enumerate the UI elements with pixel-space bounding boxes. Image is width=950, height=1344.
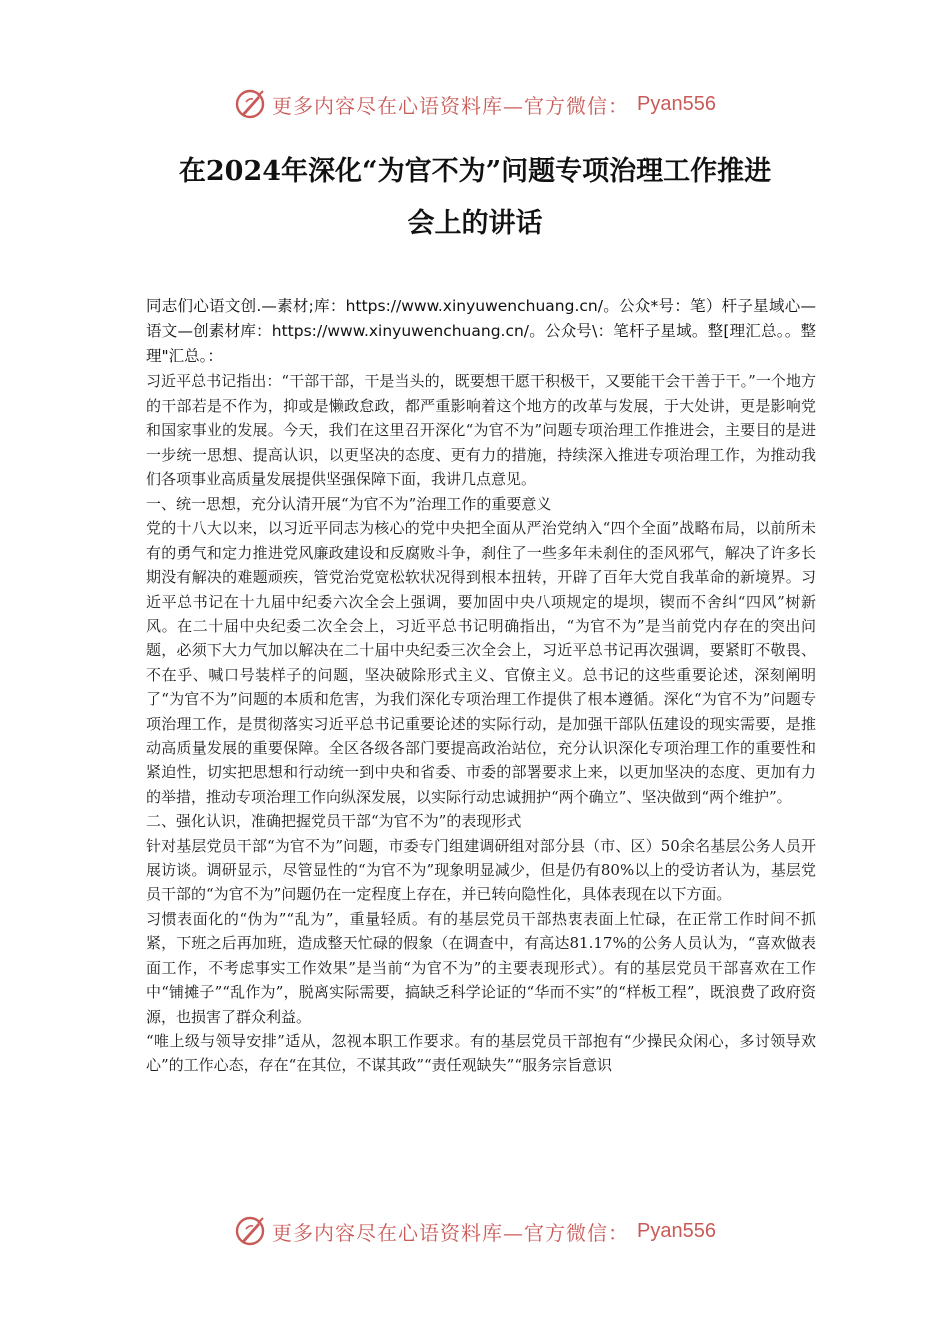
header-watermark-banner: [0, 84, 950, 124]
footer-watermark-banner: [0, 1211, 950, 1251]
source-note: 同志们心语文创.—素材;库：https://www.xinyuwenchuang.cn/。公众*号：笔）杆子星域心—语文—创素材库：https://www.xinyuwenchuang.cn/。公众号\：笔杆子星域。整[理汇总。。整理"汇总。：: [146, 297, 816, 365]
document-title: [120, 146, 830, 250]
paragraph: “唯上级与领导安排”适从，忽视本职工作要求。有的基层党员干部抱有“少操民众闲心，多讨领导欢心”的工作心态，存在“在其位，不谋其政”“责任观缺失”“服务宗旨意识: [146, 1031, 816, 1075]
document-body: [146, 294, 816, 1078]
banner-text: 更多内容尽在心语资料库—官方微信：: [272, 93, 630, 118]
paragraph: 党的十八大以来，以习近平同志为核心的党中央把全面从严治党纳入“四个全面”战略布局，以前所未有的勇气和定力推进党风廉政建设和反腐败斗争，刹住了一些多年未刹住的歪风邪气，解决了许多长期没有解决的难题顽疾，管党治党宽松软状况得到根本扭转，开辟了百年大党自我革命的新境界。习近平总书记在十九届中纪委六次全会上强调，要加固中央八项规定的堤坝，锲而不舍纠“四风”树新风。在二十届中央纪委二次全会上，习近平总书记明确指出，“为官不为”是当前党内存在的突出问题，必须下大力气加以解决在二十届中央纪委三次全会上，习近平总书记再次强调，要紧盯不敬畏、不在乎、喊口号装样子的问题，坚决破除形式主义、官僚主义。总书记的这些重要论述，深刻阐明了“为官不为”问题的本质和危害，为我们深化专项治理工作提供了根本遵循。深化“为官不为”问题专项治理工作，是贯彻落实习近平总书记重要论述的实际行动，是加强干部队伍建设的现实需要，是推动高质量发展的重要保障。全区各级各部门要提高政治站位，充分认识深化专项治理工作的重要性和紧迫性，切实把思想和行动统一到中央和省委、市委的部署要求上来，以更加坚决的态度、更加有力的举措，推动专项治理工作向纵深发展，以实际行动忠诚拥护“两个确立”、坚决做到“两个维护”。: [146, 519, 816, 806]
paragraph: 习惯表面化的“伪为”“乱为”，重量轻质。有的基层党员干部热衷表面上忙碌，在正常工作时间不抓紧，下班之后再加班，造成整天忙碌的假象（在调查中，有高达81.17%的公务人员认为，“喜欢做表面工作，不考虑事实工作效果”是当前“为官不为”的主要表现形式）。有的基层党员干部喜欢在工作中“铺摊子”“乱作为”，脱离实际需要，搞缺乏科学论证的“华而不实”的“样板工程”，既浪费了政府资源，也损害了群众利益。: [146, 909, 816, 1026]
quill-pen-logo-icon: [234, 88, 266, 120]
banner-account: Pyan556: [637, 1219, 716, 1242]
title-line-1: 在2024年深化“为官不为”问题专项治理工作推进: [178, 156, 772, 187]
section-heading: 一、统一思想，充分认清开展“为官不为”治理工作的重要意义: [146, 494, 552, 513]
banner-account: Pyan556: [637, 92, 716, 115]
paragraph: 习近平总书记指出：“干部干部，干是当头的，既要想干愿干积极干，又要能干会干善于干。”一个地方的干部若是不作为，抑或是懒政怠政，都严重影响着这个地方的改革与发展，于大处讲，更是影响党和国家事业的发展。今天，我们在这里召开深化“为官不为”问题专项治理工作推进会，主要目的是进一步统一思想、提高认识，以更坚决的态度、更有力的措施，持续深入推进专项治理工作，为推动我们各项事业高质量发展提供坚强保障下面，我讲几点意见。: [146, 372, 816, 489]
section-heading: 二、强化认识，准确把握党员干部“为官不为”的表现形式: [146, 812, 522, 831]
quill-pen-logo-icon: [234, 1215, 266, 1247]
title-line-2: 会上的讲话: [407, 208, 543, 239]
banner-text: 更多内容尽在心语资料库—官方微信：: [272, 1220, 630, 1245]
paragraph: 针对基层党员干部“为官不为”问题，市委专门组建调研组对部分县（市、区）50余名基层公务人员开展访谈。调研显示，尽管显性的“为官不为”现象明显减少，但是仍有80%以上的受访者认为，基层党员干部的“为官不为”问题仍在一定程度上存在，并已转向隐性化，具体表现在以下方面。: [146, 836, 816, 904]
